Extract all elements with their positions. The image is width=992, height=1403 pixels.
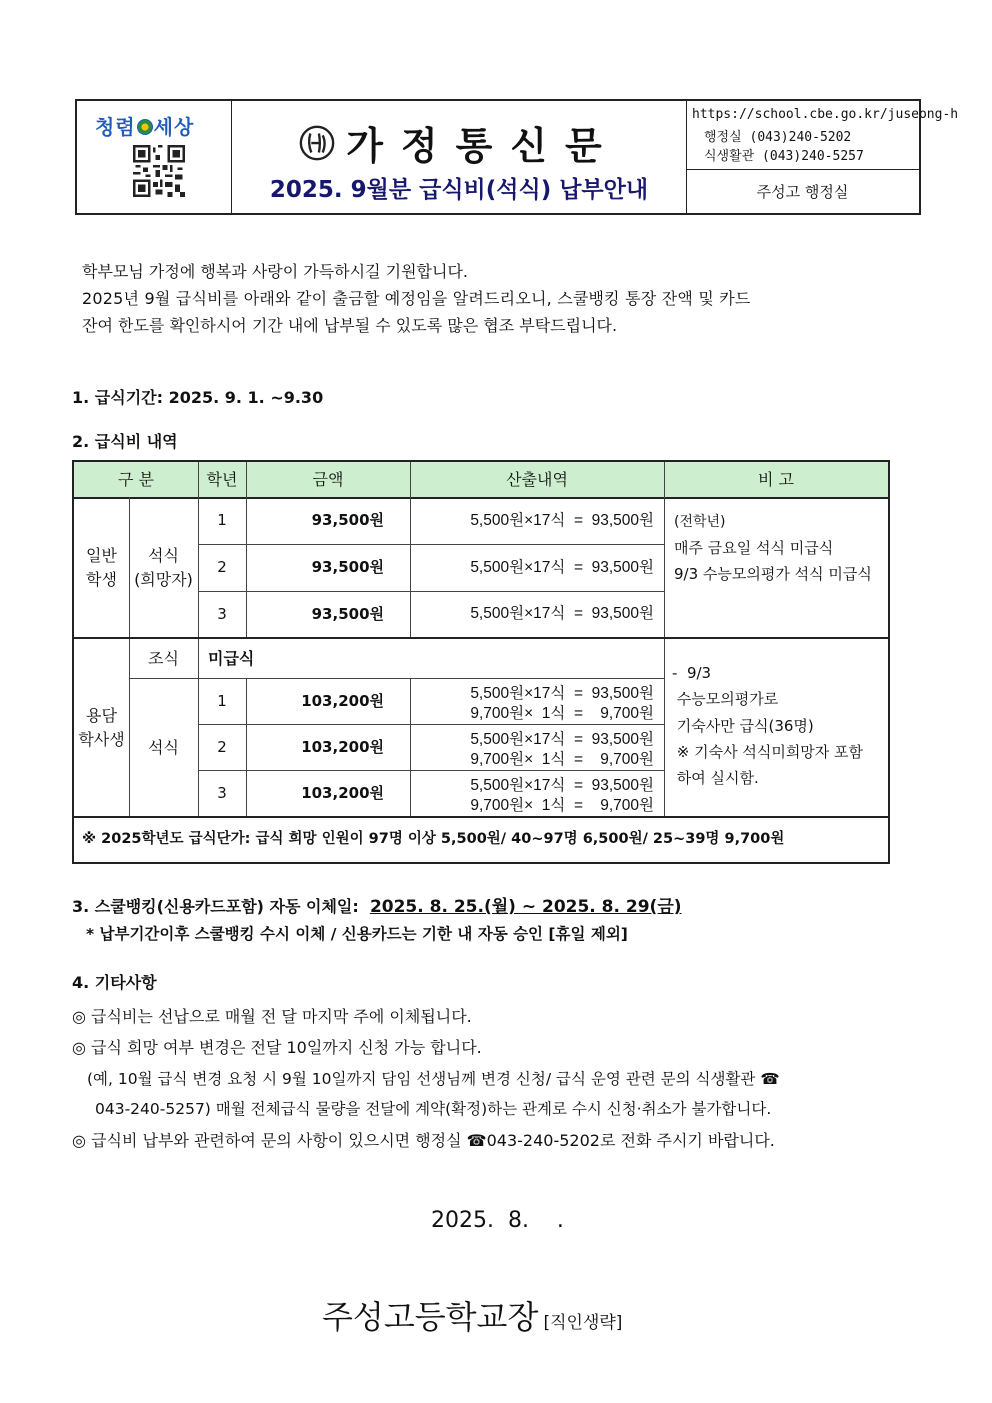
section-1-period: 1. 급식기간: 2025. 9. 1. ~9.30 <box>72 388 324 407</box>
general-calc-3: 5,500원×17식 = 93,500원 <box>470 605 654 623</box>
contact-cell <box>686 101 959 213</box>
title-cell <box>232 101 687 213</box>
dorm-calc-2 <box>410 725 664 770</box>
intro-line-3: 잔여 한도를 확인하시어 기간 내에 납부될 수 있도록 많은 협조 부탁드립니다. <box>82 316 618 335</box>
page-subtitle: 2025. 9월분 급식비(석식) 납부안내 <box>269 177 649 203</box>
dorm-calc-line: 9,700원× 1식 = 9,700원 <box>470 750 654 768</box>
general-note-line: 9/3 수능모의평가 석식 미급식 <box>674 565 872 584</box>
general-amount-1: 93,500원 <box>311 511 384 530</box>
section-3-title <box>72 892 682 917</box>
general-calc-2: 5,500원×17식 = 93,500원 <box>470 558 654 576</box>
closing-date: 2025. 8. . <box>431 1208 564 1233</box>
dorm-note-line: 하여 실시함. <box>672 769 759 787</box>
meal-fee-table <box>72 460 890 864</box>
logo-cell <box>77 101 232 213</box>
slogan-circle-icon <box>137 119 153 135</box>
department-label: 주성고 행정실 <box>756 183 849 201</box>
dorm-breakfast-label: 조식 <box>148 648 179 668</box>
general-amount-2: 93,500원 <box>311 558 384 577</box>
general-dinner-label: 석식 (희망자) <box>134 546 193 589</box>
general-students-label: 일반 학생 <box>86 546 117 589</box>
school-url[interactable]: https://school.cbe.go.kr/juseong-h <box>692 107 959 122</box>
general-note-line: 매주 금요일 석식 미급식 <box>674 539 834 558</box>
dorm-dinner-label: 석식 <box>148 737 179 757</box>
dorm-calc-line: 5,500원×17식 = 93,500원 <box>470 776 654 794</box>
general-amount-3: 93,500원 <box>311 604 384 623</box>
principal-title: 주성고등학교장 <box>322 1298 539 1336</box>
slogan-logo: 청렴 세상 <box>95 115 195 139</box>
general-calc-1: 5,500원×17식 = 93,500원 <box>470 511 654 529</box>
dorm-note-line: - 9/3 <box>672 664 712 682</box>
general-grade-1: 1 <box>217 511 227 530</box>
dorm-grade-3: 3 <box>217 783 227 802</box>
dorm-amount-1: 103,200원 <box>301 691 384 710</box>
dorm-calc-1 <box>410 679 664 724</box>
dorm-breakfast-value: 미급식 <box>208 648 255 668</box>
dorm-note <box>672 660 886 800</box>
school-emblem-icon <box>298 124 336 162</box>
table-header-category: 구 분 <box>118 469 154 489</box>
section-3-label: 3. 스쿨뱅킹(신용카드포함) 자동 이체일: <box>72 897 359 916</box>
seal-omitted: [직인생략] <box>543 1313 623 1333</box>
general-note-line: (전학년) <box>674 514 726 530</box>
unit-price-footnote: ※ 2025학년도 급식단가: 급식 희망 인원이 97명 이상 5,500원/ 40~97명 6,500원/ 25~39명 9,700원 <box>82 831 785 848</box>
dorm-amount-2: 103,200원 <box>301 737 384 756</box>
dorm-calc-line: 5,500원×17식 = 93,500원 <box>470 730 654 748</box>
general-note <box>674 512 884 632</box>
table-header-grade: 학년 <box>206 469 238 489</box>
dorm-students-label: 용담 학사생 <box>78 706 125 749</box>
dorm-grade-2: 2 <box>217 737 227 756</box>
table-header-calc: 산출내역 <box>506 469 568 489</box>
intro-line-1: 학부모님 가정에 행복과 사랑이 가득하시길 기원합니다. <box>82 262 469 281</box>
general-grade-2: 2 <box>217 558 227 577</box>
intro-line-2: 2025년 9월 급식비를 아래와 같이 출금할 예정임을 알려드리오니, 스쿨뱅킹 통장 잔액 및 카드 <box>82 289 751 308</box>
dorm-note-line: ※ 기숙사 석식미희망자 포함 <box>672 742 864 761</box>
etc-item-3: ◎ 급식비 납부와 관련하여 문의 사항이 있으시면 행정실 ☎043-240-5202로 전화 주시기 바랍니다. <box>72 1131 775 1150</box>
table-header-note: 비 고 <box>758 469 794 489</box>
dorm-calc-line: 9,700원× 1식 = 9,700원 <box>470 796 654 814</box>
etc-item-2-example-cont: 043-240-5257) 매월 전체급식 물량을 전달에 계약(확정)하는 관계로 수시 신청·취소가 불가합니다. <box>95 1100 772 1118</box>
etc-item-2-example: (예, 10월 급식 변경 요청 시 9월 10일까지 담임 선생님께 변경 신청/ 급식 운영 관련 문의 식생활관 ☎ <box>87 1070 780 1088</box>
dorm-calc-3 <box>410 771 664 816</box>
dorm-calc-line: 9,700원× 1식 = 9,700원 <box>470 704 654 722</box>
etc-item-2: ◎ 급식 희망 여부 변경은 전달 10일까지 신청 가능 합니다. <box>72 1038 482 1057</box>
section-4-title: 4. 기타사항 <box>72 973 157 992</box>
transfer-date-range: 2025. 8. 25.(월) ~ 2025. 8. 29(금) <box>369 897 682 917</box>
section-2-title: 2. 급식비 내역 <box>72 432 178 451</box>
office-phone: 행정실 (043)240-5202 <box>704 130 852 145</box>
qr-code-icon[interactable] <box>133 145 185 197</box>
dorm-calc-line: 5,500원×17식 = 93,500원 <box>470 684 654 702</box>
table-header-amount: 금액 <box>312 469 344 489</box>
cafeteria-phone: 식생활관 (043)240-5257 <box>704 149 864 164</box>
dorm-grade-1: 1 <box>217 691 227 710</box>
dorm-note-line: 수능모의평가로 <box>672 690 779 709</box>
dorm-amount-3: 103,200원 <box>301 783 384 802</box>
section-3-note: * 납부기간이후 스쿨뱅킹 수시 이체 / 신용카드는 기한 내 자동 승인 [휴일 제외] <box>86 925 628 943</box>
etc-item-1: ◎ 급식비는 선납으로 매월 전 달 마지막 주에 이체됩니다. <box>72 1007 472 1026</box>
header-box <box>75 99 959 215</box>
page-title: 가정통신문 <box>346 123 620 168</box>
general-grade-3: 3 <box>217 604 227 623</box>
signature-line <box>322 1292 622 1338</box>
dorm-note-line: 기숙사만 급식(36명) <box>672 716 814 735</box>
